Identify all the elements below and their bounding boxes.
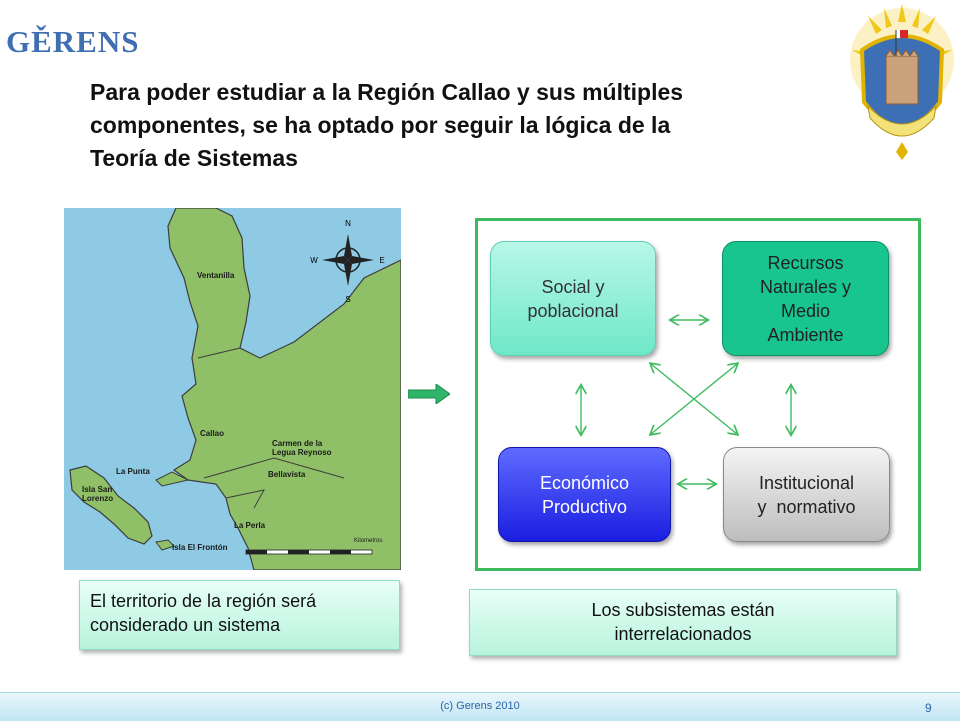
map-label-ventanilla: Ventanilla — [197, 271, 235, 280]
node-social-line-2: poblacional — [527, 300, 619, 321]
callao-emblem-icon — [848, 2, 956, 162]
slide-title — [90, 76, 850, 175]
gerens-logo: GĚRENS — [6, 24, 140, 59]
node-social-line-1: Social y — [541, 276, 605, 297]
node-recursos-line-1: Recursos — [767, 252, 844, 273]
title-line-2: componentes, se ha optado por seguir la lógica de la — [90, 112, 671, 138]
map-label-carmen-2: Legua Reynoso — [272, 448, 332, 457]
node-social-poblacional — [490, 241, 656, 356]
caption-territory-line-2: considerado un sistema — [90, 615, 281, 635]
compass-n-label: N — [345, 219, 351, 228]
caption-subsystems-line-2: interrelacionados — [614, 624, 752, 644]
node-economico-line-2: Productivo — [541, 496, 628, 517]
title-line-3: Teoría de Sistemas — [90, 145, 298, 171]
compass-s-label: S — [345, 295, 351, 304]
compass-e-label: E — [379, 256, 385, 265]
map-label-isla-san-2: Lorenzo — [82, 494, 114, 503]
node-recursos-line-2: Naturales y — [759, 276, 852, 297]
caption-subsystems — [469, 589, 897, 656]
node-economico-productivo — [498, 447, 671, 542]
node-institucional-normativo — [723, 447, 890, 542]
node-institucional-line-2: y normativo — [757, 496, 856, 517]
map-label-la-punta: La Punta — [116, 467, 150, 476]
map-label-la-perla: La Perla — [234, 521, 266, 530]
map-label-kilometros: Kilometros — [354, 538, 383, 544]
caption-subsystems-line-1: Los subsistemas están — [591, 600, 775, 620]
title-line-1: Para poder estudiar a la Región Callao y sus múltiples — [90, 79, 684, 105]
node-institucional-line-1: Institucional — [758, 472, 855, 493]
map-scale-bar — [246, 550, 372, 554]
map-label-carmen-1: Carmen de la — [272, 439, 323, 448]
page-number: 9 — [925, 701, 932, 715]
node-economico-line-1: Económico — [539, 472, 630, 493]
compass-w-label: W — [310, 256, 318, 265]
caption-territory — [79, 580, 400, 650]
callao-map — [64, 208, 401, 570]
map-label-isla-san-1: Isla San — [82, 485, 113, 494]
node-recursos-line-3: Medio — [780, 300, 830, 321]
node-recursos-naturales — [722, 241, 889, 356]
caption-territory-line-1: El territorio de la región será — [90, 591, 317, 611]
map-label-callao: Callao — [200, 429, 225, 438]
map-label-bellavista: Bellavista — [268, 470, 306, 479]
arrow-right-icon — [408, 384, 450, 404]
node-recursos-line-4: Ambiente — [767, 324, 844, 345]
footer-copyright: (c) Gerens 2010 — [440, 700, 520, 712]
map-label-isla-fronton: Isla El Frontón — [172, 543, 228, 552]
